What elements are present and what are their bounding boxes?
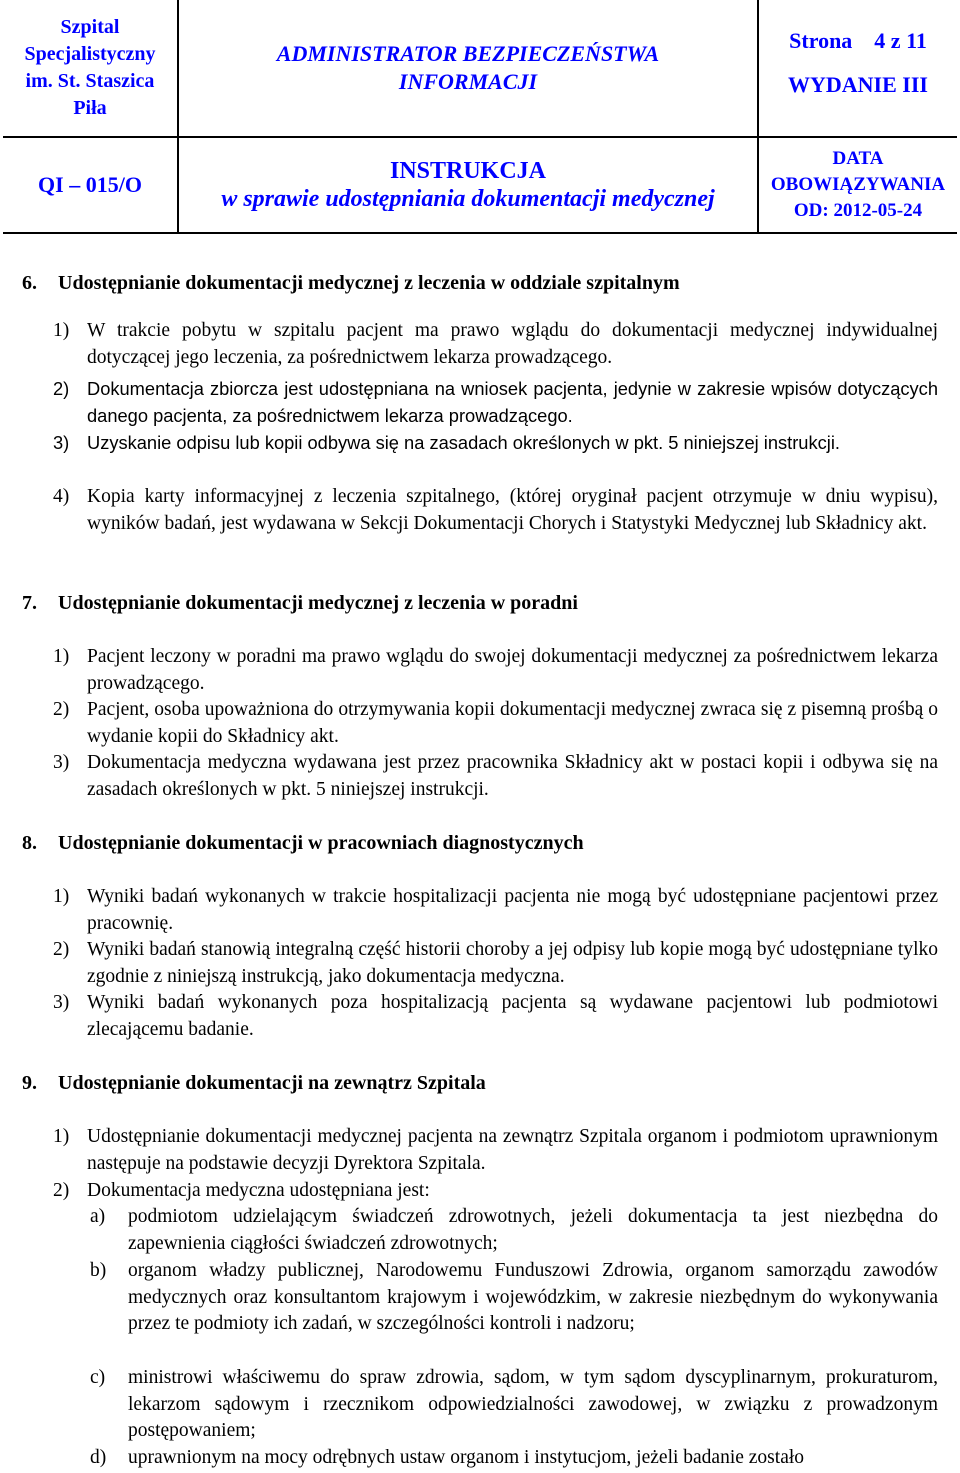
page-number: Strona 4 z 11 <box>789 27 927 53</box>
hospital-name <box>3 0 178 137</box>
list-item: 2) Dokumentacja zbiorcza jest udostępniana na wniosek pacjenta, jedynie w zakresie wpisów dotyczących danego pacjenta, za pośrednictwem lekarza prowadzącego. <box>53 378 938 426</box>
page-info <box>758 0 957 137</box>
edition: WYDANIE III <box>788 71 928 97</box>
list-item: 1) Pacjent leczony w poradni ma prawo wglądu do swojej dokumentacji medycznej za pośrednictwem lekarza prowadzącego. <box>53 646 938 694</box>
effective-date <box>758 137 957 233</box>
list-item: 2) Pacjent, osoba upoważniona do otrzymywania kopii dokumentacji medycznej zwraca się z pisemną prośbą o wydanie kopii do Składnicy akt. <box>53 699 938 747</box>
date-label: OBOWIĄZYWANIA <box>770 173 946 195</box>
document-title <box>178 0 758 137</box>
hospital-line: Piła <box>73 96 107 119</box>
sub-list-item: c) ministrowi właściwemu do spraw zdrowia, sądom, w tym sądom dyscyplinarnym, prokuraturom, lekarzom sądowym i rzecznikom odpowiedzialności zawodowej, w związku z prowadzonym postępowaniem; <box>90 1367 938 1442</box>
section-title: 6. Udostępnianie dokumentacji medycznej z leczenia w oddziale szpitalnym <box>22 272 680 294</box>
list-item: 1) Udostępnianie dokumentacji medycznej pacjenta na zewnątrz Szpitala organom i podmiotom uprawnionym następuje na podstawie decyzji Dyrektora Szpitala. <box>53 1126 938 1174</box>
section-title: 7. Udostępnianie dokumentacji medycznej z leczenia w poradni <box>22 592 578 614</box>
list-item: 3) Wyniki badań wykonanych poza hospitalizacją pacjenta są wydawane pacjentowi lub podmiotowi zlecającemu badanie. <box>53 992 938 1040</box>
instruction-subject: w sprawie udostępniania dokumentacji medycznej <box>221 185 715 212</box>
title-line: ADMINISTRATOR BEZPIECZEŃSTWA <box>276 40 660 66</box>
hospital-line: Specjalistyczny <box>24 42 156 65</box>
list-item: 3) Uzyskanie odpisu lub kopii odbywa się na zasadach określonych w pkt. 5 niniejszej instrukcji. <box>53 432 840 453</box>
instruction-title <box>178 137 758 233</box>
title-line: INFORMACJI <box>398 68 538 94</box>
section-title: 9. Udostępnianie dokumentacji na zewnątrz Szpitala <box>22 1072 486 1094</box>
section-title: 8. Udostępnianie dokumentacji w pracowniach diagnostycznych <box>22 832 584 854</box>
sub-list-item: d) uprawnionym na mocy odrębnych ustaw organom i instytucjom, jeżeli badanie zostało <box>90 1447 805 1468</box>
list-item: 1) W trakcie pobytu w szpitalu pacjent ma prawo wglądu do dokumentacji medycznej indywidualnej dotyczącej jego leczenia, za pośrednictwem lekarza prowadzącego. <box>53 320 938 368</box>
list-item: 4) Kopia karty informacyjnej z leczenia szpitalnego, (której oryginał pacjent otrzymuje w dniu wypisu), wyników badań, jest wydawana w Sekcji Dokumentacji Chorych i Statystyki Medycznej lub Składnicy akt. <box>53 486 938 534</box>
list-item: 1) Wyniki badań wykonanych w trakcie hospitalizacji pacjenta nie mogą być udostępniane pacjentowi przez pracownię. <box>53 886 938 934</box>
list-item: 2) Dokumentacja medyczna udostępniana jest: <box>53 1180 430 1201</box>
sub-list-item: b) organom władzy publicznej, Narodowemu Funduszowi Zdrowia, organom samorządu zawodów medycznych oraz konsultantom krajowym i wojewódzkim, w zakresie niezbędnym do wykonywania przez te podmioty ich zadań, w szczególności kontroli i nadzoru; <box>90 1260 938 1335</box>
document-header <box>3 0 957 234</box>
list-item: 2) Wyniki badań stanowią integralną część historii choroby a jej odpisy lub kopie mogą być udostępniane tylko zgodnie z niniejszą instrukcją, jako dokumentacja medyczna. <box>53 939 938 987</box>
hospital-line: Szpital <box>60 15 120 38</box>
date-value: OD: 2012-05-24 <box>793 199 923 221</box>
list-item: 3) Dokumentacja medyczna wydawana jest przez pracownika Składnicy akt w postaci kopii i odbywa się na zasadach określonych w pkt. 5 niniejszej instrukcji. <box>53 752 938 800</box>
sub-list-item: a) podmiotom udzielającym świadczeń zdrowotnych, jeżeli dokumentacja ta jest niezbędna do zapewnienia ciągłości świadczeń zdrowotnych; <box>90 1206 938 1254</box>
document-code: QI – 015/O <box>3 137 178 233</box>
instruction-label: INSTRUKCJA <box>389 157 547 184</box>
hospital-line: im. St. Staszica <box>25 69 155 92</box>
date-label: DATA <box>832 147 884 169</box>
